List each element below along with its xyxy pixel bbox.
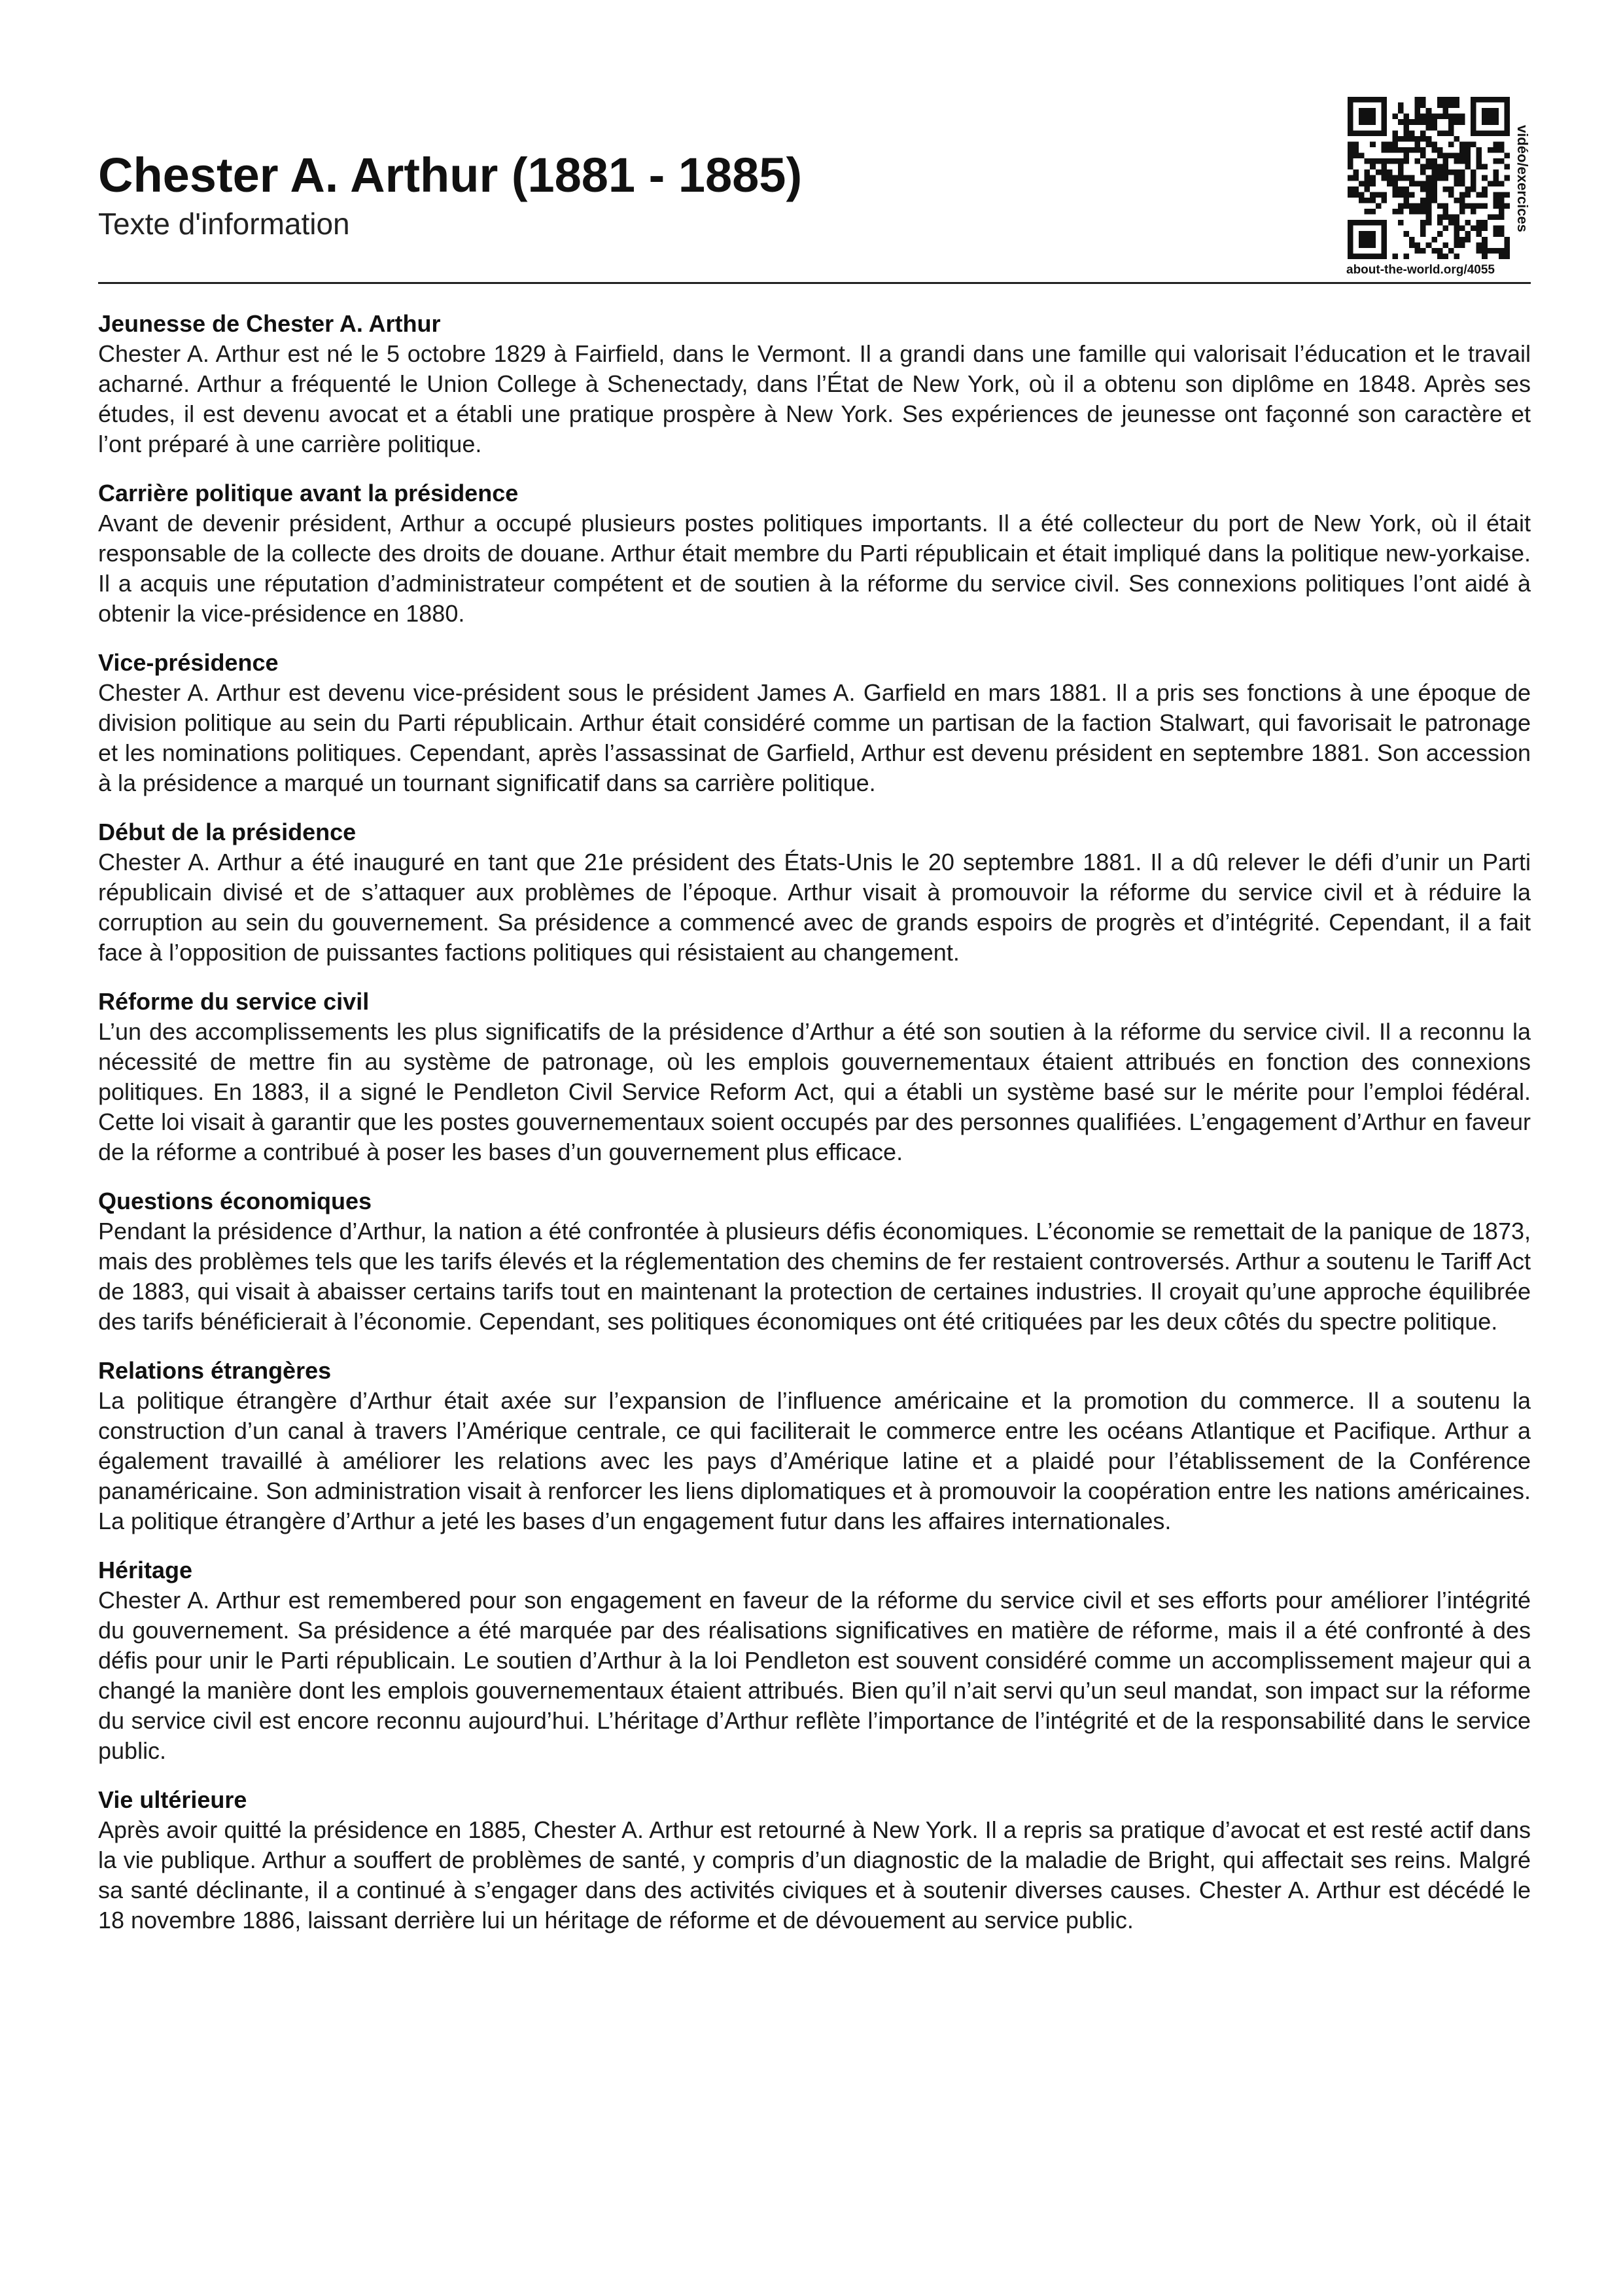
section-vie-ulterieure [98,1785,1531,1935]
document-body [98,309,1531,1954]
section-paragraph: Pendant la présidence d’Arthur, la nation a été confrontée à plusieurs défis économiques. L’économie se remettait de la panique de 1873, mais des problèmes tels que les tarifs élevés et la réglementation des chemins de fer restaient controversés. Arthur a soutenu le Tariff Act de 1883, qui visait à abaisser certains tarifs tout en maintenant la protection de certaines industries. Il croyait qu’une approche équilibrée des tarifs bénéficierait à l’économie. Cependant, ses politiques économiques ont été critiquées par les deux côtés du spectre politique. [98,1218,1531,1335]
section-reforme-service-civil [98,987,1531,1167]
section-heading: Vie ultérieure [98,1786,247,1813]
section-heading: Début de la présidence [98,819,357,845]
section-paragraph: Chester A. Arthur est devenu vice-président sous le président James A. Garfield en mars 1881. Il a pris ses fonctions à une époque de division politique au sein du Parti républicain. Arthur était considéré comme un partisan de la faction Stalwart, qui favorisait le patronage et les nominations politiques. Cependant, après l’assassinat de Garfield, Arthur est devenu président en septembre 1881. Son accession à la présidence a marqué un tournant significatif dans sa carrière politique. [98,679,1531,796]
qr-block[interactable] [1346,92,1531,281]
section-heading: Questions économiques [98,1188,372,1214]
qr-url-link[interactable]: about-the-world.org/4055 [1346,263,1495,277]
section-questions-economiques [98,1186,1531,1337]
section-paragraph: Chester A. Arthur a été inauguré en tant que 21e président des États-Unis le 20 septembre 1881. Il a dû relever le défi d’unir un Parti républicain divisé et de s’attaquer aux problèmes de l’époque. Arthur visait à promouvoir la réforme du service civil et à réduire la corruption au sein du gouvernement. Sa présidence a commencé avec de grands espoirs de progrès et d’intégrité. Cependant, il a fait face à l’opposition de puissantes factions politiques qui résistaient au changement. [98,849,1531,966]
page-title: Chester A. Arthur (1881 - 1885) [98,148,803,202]
section-heading: Vice-présidence [98,649,279,676]
qr-side-label: vidéo/exercices [1514,125,1531,232]
section-heritage [98,1555,1531,1766]
page-header [98,92,1531,281]
section-paragraph: Après avoir quitté la présidence en 1885, Chester A. Arthur est retourné à New York. Il a repris sa pratique d’avocat et est resté actif dans la vie publique. Arthur a souffert de problèmes de santé, y compris d’un diagnostic de la maladie de Bright, qui affectait ses reins. Malgré sa santé déclinante, il a continué à s’engager dans des activités civiques et à soutenir diverses causes. Chester A. Arthur est décédé le 18 novembre 1886, laissant derrière lui un héritage de réforme et de dévouement au service public. [98,1816,1531,1934]
section-carriere-politique [98,478,1531,629]
section-heading: Jeunesse de Chester A. Arthur [98,310,441,337]
section-vice-presidence [98,648,1531,798]
section-heading: Héritage [98,1557,193,1583]
section-paragraph: Chester A. Arthur est remembered pour son engagement en faveur de la réforme du service civil et ses efforts pour améliorer l’intégrité du gouvernement. Sa présidence a été marquée par des réalisations significatives en matière de réforme, mais il a été confronté à des défis pour unir le Parti républicain. Le soutien d’Arthur à la loi Pendleton est souvent considéré comme un accomplissement majeur qui a changé la manière dont les emplois gouvernementaux étaient attribués. Bien qu’il n’ait servi qu’un seul mandat, son impact sur la réforme du service civil est encore reconnu aujourd’hui. L’héritage d’Arthur reflète l’importance de l’intégrité et de la responsabilité dans le service public. [98,1587,1531,1764]
section-paragraph: Avant de devenir président, Arthur a occupé plusieurs postes politiques importants. Il a été collecteur du port de New York, où il était responsable de la collecte des droits de douane. Arthur était membre du Parti républicain et était impliqué dans la politique new-yorkaise. Il a acquis une réputation d’administrateur compétent et de soutien à la réforme du service civil. Ses connexions politiques l’ont aidé à obtenir la vice-présidence en 1880. [98,510,1531,627]
section-heading: Réforme du service civil [98,988,370,1015]
section-jeunesse [98,309,1531,459]
qr-code-icon[interactable] [1348,97,1510,259]
section-paragraph: L’un des accomplissements les plus significatifs de la présidence d’Arthur a été son soutien à la réforme du service civil. Il a reconnu la nécessité de mettre fin au système de patronage, où les emplois gouvernementaux étaient attribués en fonction des connexions politiques. En 1883, il a signé le Pendleton Civil Service Reform Act, qui a établi un système basé sur le mérite pour l’emploi fédéral. Cette loi visait à garantir que les postes gouvernementaux soient occupés par des personnes qualifiées. L’engagement d’Arthur en faveur de la réforme a contribué à poser les bases d’un gouvernement plus efficace. [98,1018,1531,1165]
section-heading: Carrière politique avant la présidence [98,480,519,506]
page-subtitle: Texte d'information [98,207,350,241]
header-divider [98,282,1531,284]
section-debut-presidence [98,817,1531,968]
section-paragraph: Chester A. Arthur est né le 5 octobre 1829 à Fairfield, dans le Vermont. Il a grandi dans une famille qui valorisait l’éducation et le travail acharné. Arthur a fréquenté le Union College à Schenectady, dans l’État de New York, où il a obtenu son diplôme en 1848. Après ses études, il est devenu avocat et a établi une pratique prospère à New York. Ses expériences de jeunesse ont façonné son caractère et l’ont préparé à une carrière politique. [98,340,1531,457]
section-heading: Relations étrangères [98,1357,332,1384]
section-relations-etrangeres [98,1356,1531,1536]
section-paragraph: La politique étrangère d’Arthur était axée sur l’expansion de l’influence américaine et la promotion du commerce. Il a soutenu la construction d’un canal à travers l’Amérique centrale, ce qui faciliterait le commerce entre les océans Atlantique et Pacifique. Arthur a également travaillé à améliorer les relations avec les pays d’Amérique latine et a plaidé pour l’établissement de la Conférence panaméricaine. Son administration visait à renforcer les liens diplomatiques et à promouvoir la coopération entre les nations américaines. La politique étrangère d’Arthur a jeté les bases d’un engagement futur dans les affaires internationales. [98,1387,1531,1534]
